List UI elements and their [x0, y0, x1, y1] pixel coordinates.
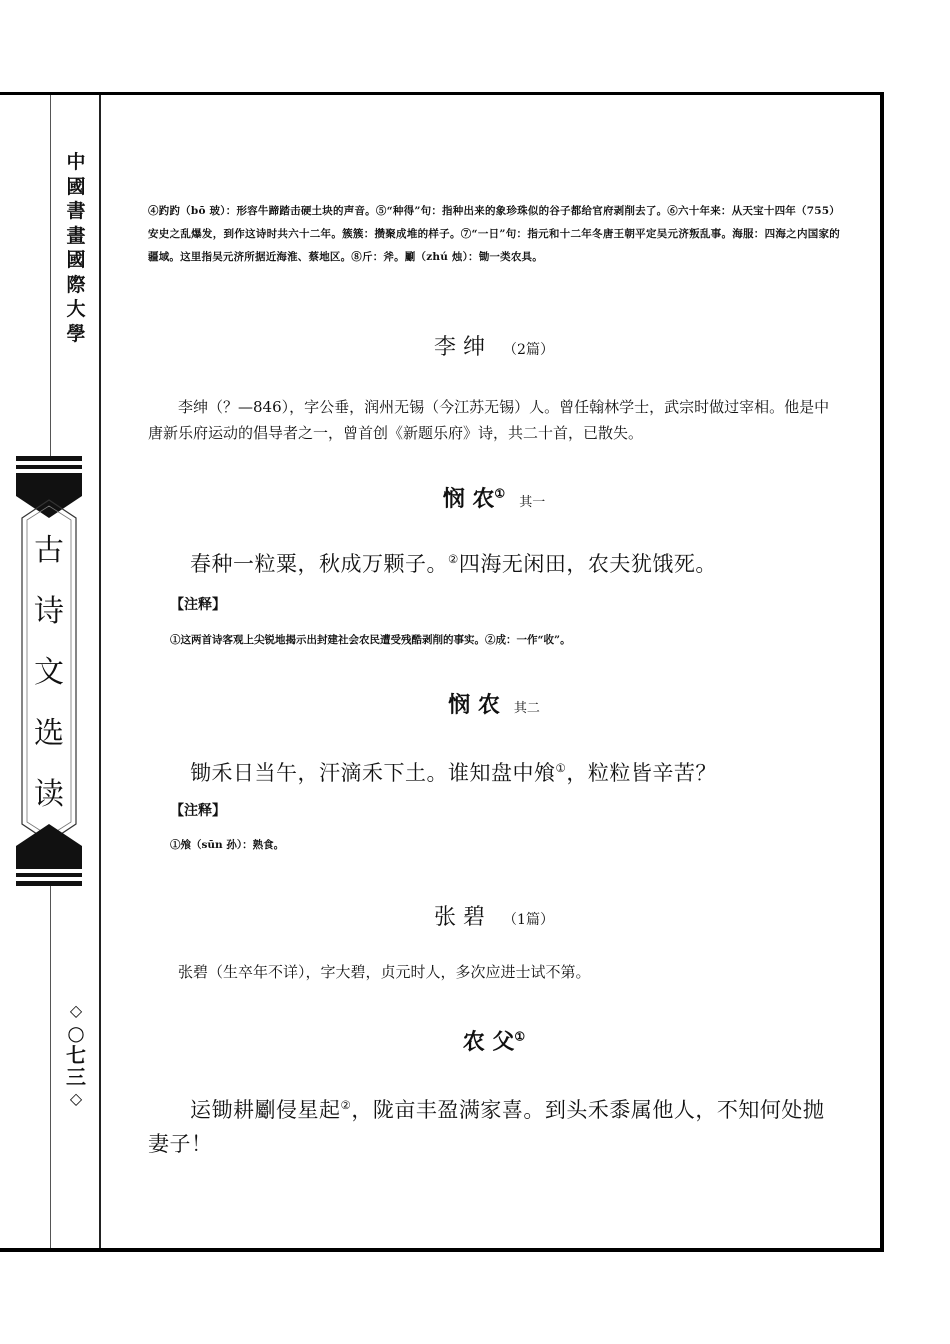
poem-text [148, 1088, 840, 1161]
poem-text [148, 751, 840, 790]
poem-text [148, 542, 840, 581]
school-char: 國 [66, 249, 86, 271]
poem-line: 四海无闲田，农夫犹饿死。 [458, 552, 717, 576]
page-number-char: ○ [67, 1021, 85, 1045]
poem-line: 运锄耕劚侵星起 [190, 1098, 341, 1122]
footnote-mark: ① [494, 486, 506, 501]
poem-title [148, 1025, 840, 1056]
book-title-char: 选 [34, 716, 64, 751]
page-number-vertical [60, 1000, 92, 1110]
poem-title [148, 482, 840, 513]
school-char: 大 [66, 298, 86, 320]
diamond-icon: ◇ [69, 1001, 83, 1020]
poem-notes: ①飧（sūn 孙）：熟食。 [170, 839, 285, 851]
book-title-vertical [24, 520, 74, 825]
poem-notes: ①这两首诗客观上尖锐地揭示出封建社会农民遭受残酷剥削的事实。②成：一作“收”。 [170, 634, 571, 646]
school-char: 際 [66, 273, 86, 296]
school-char: 學 [66, 322, 86, 345]
work-count: （1篇） [503, 912, 554, 928]
school-char: 書 [66, 200, 86, 222]
author-heading [148, 330, 840, 361]
footnote-mark: ① [555, 761, 567, 775]
page-frame-top [0, 92, 884, 95]
poem-subtitle: 其二 [513, 701, 540, 716]
author-bio: 张碧（生卒年不详），字大碧，贞元时人，多次应进士试不第。 [178, 963, 591, 981]
school-char: 畫 [66, 224, 86, 247]
poem-line: ，陇亩丰盈满家喜。到头禾黍属他人，不知何处抛妻子！ [148, 1098, 825, 1156]
page-frame-right [880, 92, 884, 1252]
spine-line-inner [99, 95, 101, 1248]
poem-title-text: 悯 农 [448, 692, 500, 718]
footnote-mark: ② [448, 552, 459, 566]
top-notes: ④趵趵（bō 玻）：形容牛蹄踏击硬土块的声音。⑤“种得”句：指种出来的象珍珠似的谷子都给官府剥削去了。⑥六十年来：从天宝十四年（755）安史之乱爆发，到作这诗时共六十二年。簇簇：攒聚成堆的样子。⑦“一日”句：指元和十二年冬唐王朝平定吴元济叛乱事。海服：四海之内国家的疆域。这里指吴元济所据近海淮、蔡地区。⑧斤：斧。劚（zhú 烛）：锄一类农具。 [148, 205, 840, 263]
poem-subtitle: 其一 [519, 495, 546, 510]
notes-label: 【注释】 [170, 803, 226, 819]
book-title-char: 读 [34, 777, 64, 812]
footnote-mark: ① [514, 1029, 526, 1044]
poem-line: 春种一粒粟，秋成万颗子。 [190, 552, 448, 576]
page-frame-bottom [0, 1248, 884, 1252]
book-title-char: 古 [34, 533, 64, 568]
poem-title [148, 688, 840, 719]
poem-title-text: 农 父 [462, 1029, 515, 1055]
page-number-char: 三 [66, 1065, 86, 1089]
school-char: 國 [66, 175, 86, 198]
school-char: 中 [66, 151, 86, 173]
author-heading [148, 900, 840, 931]
notes-label: 【注释】 [170, 597, 226, 613]
page-number-char: 七 [66, 1043, 86, 1067]
poem-title-text: 悯 农 [442, 486, 495, 512]
work-count: （2篇） [503, 342, 554, 358]
author-name: 张 碧 [434, 905, 486, 930]
book-title-char: 诗 [34, 594, 64, 629]
school-name-vertical [60, 150, 92, 346]
book-title-char: 文 [34, 655, 64, 690]
footnote-mark: ② [340, 1098, 352, 1112]
main-content [148, 200, 840, 1156]
poem-line: 锄禾日当午，汗滴禾下土。谁知盘中飧 [190, 761, 556, 785]
author-bio: 李绅（？—846），字公垂，润州无锡（今江苏无锡）人。曾任翰林学士，武宗时做过宰相。他是中唐新乐府运动的倡导者之一，曾首创《新题乐府》诗，共二十首，已散失。 [148, 398, 830, 442]
poem-line: ，粒粒皆辛苦？ [566, 761, 717, 785]
diamond-icon: ◇ [69, 1089, 83, 1108]
author-name: 李 绅 [434, 335, 486, 360]
